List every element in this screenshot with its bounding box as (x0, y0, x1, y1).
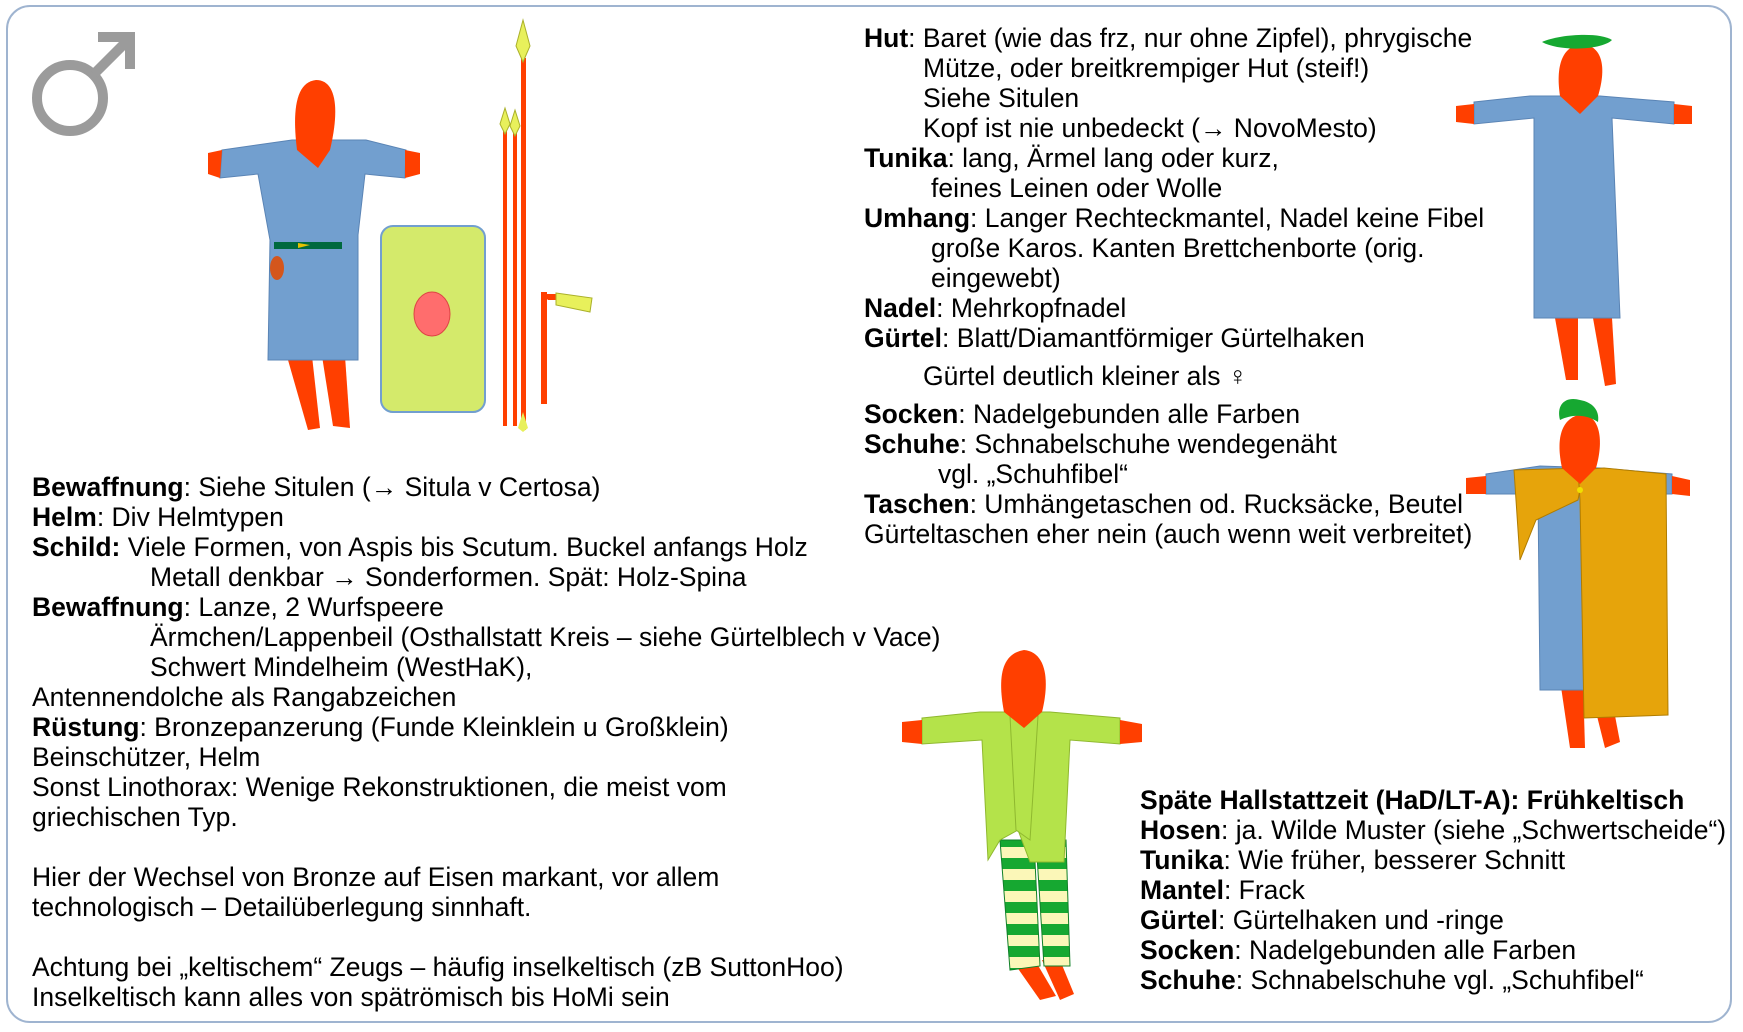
line-hut-3: Siehe Situlen (923, 83, 1080, 113)
male-symbol-icon (37, 37, 130, 131)
bottom-right-text (1140, 785, 1726, 995)
line-late-schuhe: Schuhe: Schnabelschuhe vgl. „Schuhfibel“ (1140, 965, 1644, 995)
line-ruestung-3: Sonst Linothorax: Wenige Rekonstruktionen, die meist vom (32, 772, 727, 802)
hat-figure (1456, 35, 1692, 386)
axe-figure (541, 292, 592, 404)
line-inselkeltisch: Inselkeltisch kann alles von spätrömisch bis HoMi sein (32, 982, 670, 1012)
line-umhang: Umhang: Langer Rechteckmantel, Nadel keine Fibel (864, 203, 1485, 233)
line-hut-4: Kopf ist nie unbedeckt (→ NovoMesto) (923, 113, 1377, 143)
late-heading: Späte Hallstattzeit (HaD/LT-A): Frühkeltisch (1140, 785, 1685, 815)
line-ruestung-4: griechischen Typ. (32, 802, 238, 832)
line-achtung: Achtung bei „keltischem“ Zeugs – häufig inselkeltisch (zB SuttonHoo) (32, 952, 844, 982)
line-schuhe: Schuhe: Schnabelschuhe wendegenäht (864, 429, 1337, 459)
line-ruestung-2: Beinschützer, Helm (32, 742, 261, 772)
line-nadel: Nadel: Mehrkopfnadel (864, 293, 1127, 323)
line-schuhe-2: vgl. „Schuhfibel“ (938, 459, 1129, 489)
line-taschen: Taschen: Umhängetaschen od. Rucksäcke, Beutel (864, 489, 1464, 519)
line-bewaffnung-5: Antennendolche als Rangabzeichen (32, 682, 457, 712)
cloak-figure (1466, 399, 1690, 748)
line-umhang-3: eingewebt) (931, 263, 1061, 293)
shield-figure (381, 226, 485, 412)
spears-figure (500, 20, 530, 432)
line-mantel: Mantel: Frack (1140, 875, 1305, 905)
line-bewaffnung-3: Ärmchen/Lappenbeil (Osthallstatt Kreis – siehe Gürtelblech v Vace) (150, 622, 941, 652)
line-blank-2 (32, 922, 940, 952)
line-guertel-2: Gürtel deutlich kleiner als ♀ (923, 361, 1248, 391)
line-bewaffnung-2: Bewaffnung: Lanze, 2 Wurfspeere (32, 592, 444, 622)
line-socken: Socken: Nadelgebunden alle Farben (864, 399, 1301, 429)
line-taschen-2: Gürteltaschen eher nein (auch wenn weit verbreitet) (864, 519, 1473, 549)
left-text (32, 472, 940, 1012)
line-bewaffnung-4: Schwert Mindelheim (WestHaK), (150, 652, 533, 682)
line-tunika: Tunika: lang, Ärmel lang oder kurz, (864, 143, 1279, 173)
line-late-socken: Socken: Nadelgebunden alle Farben (1140, 935, 1577, 965)
line-late-tunika: Tunika: Wie früher, besserer Schnitt (1140, 845, 1566, 875)
line-schild: Schild: Viele Formen, von Aspis bis Scutum. Buckel anfangs Holz (32, 532, 808, 562)
line-blank-1 (32, 832, 940, 862)
line-wechsel: Hier der Wechsel von Bronze auf Eisen markant, vor allem (32, 862, 720, 892)
line-late-guertel: Gürtel: Gürtelhaken und -ringe (1140, 905, 1504, 935)
line-hut: Hut: Baret (wie das frz, nur ohne Zipfel), phrygische (864, 23, 1473, 53)
line-bewaffnung-1: Bewaffnung: Siehe Situlen (→ Situla v Certosa) (32, 472, 601, 502)
line-hosen: Hosen: ja. Wilde Muster (siehe „Schwertscheide“) (1140, 815, 1727, 845)
line-helm: Helm: Div Helmtypen (32, 502, 284, 532)
line-guertel: Gürtel: Blatt/Diamantförmiger Gürtelhaken (864, 323, 1365, 353)
line-schild-2: Metall denkbar → Sonderformen. Spät: Holz-Spina (150, 562, 747, 592)
line-umhang-2: große Karos. Kanten Brettchenborte (orig. (931, 233, 1425, 263)
line-hut-2: Mütze, oder breitkrempiger Hut (steif!) (923, 53, 1370, 83)
top-right-text (864, 23, 1484, 549)
line-tunika-2: feines Leinen oder Wolle (931, 173, 1223, 203)
line-ruestung: Rüstung: Bronzepanzerung (Funde Kleinklein u Großklein) (32, 712, 729, 742)
line-wechsel-2: technologisch – Detailüberlegung sinnhaft. (32, 892, 532, 922)
